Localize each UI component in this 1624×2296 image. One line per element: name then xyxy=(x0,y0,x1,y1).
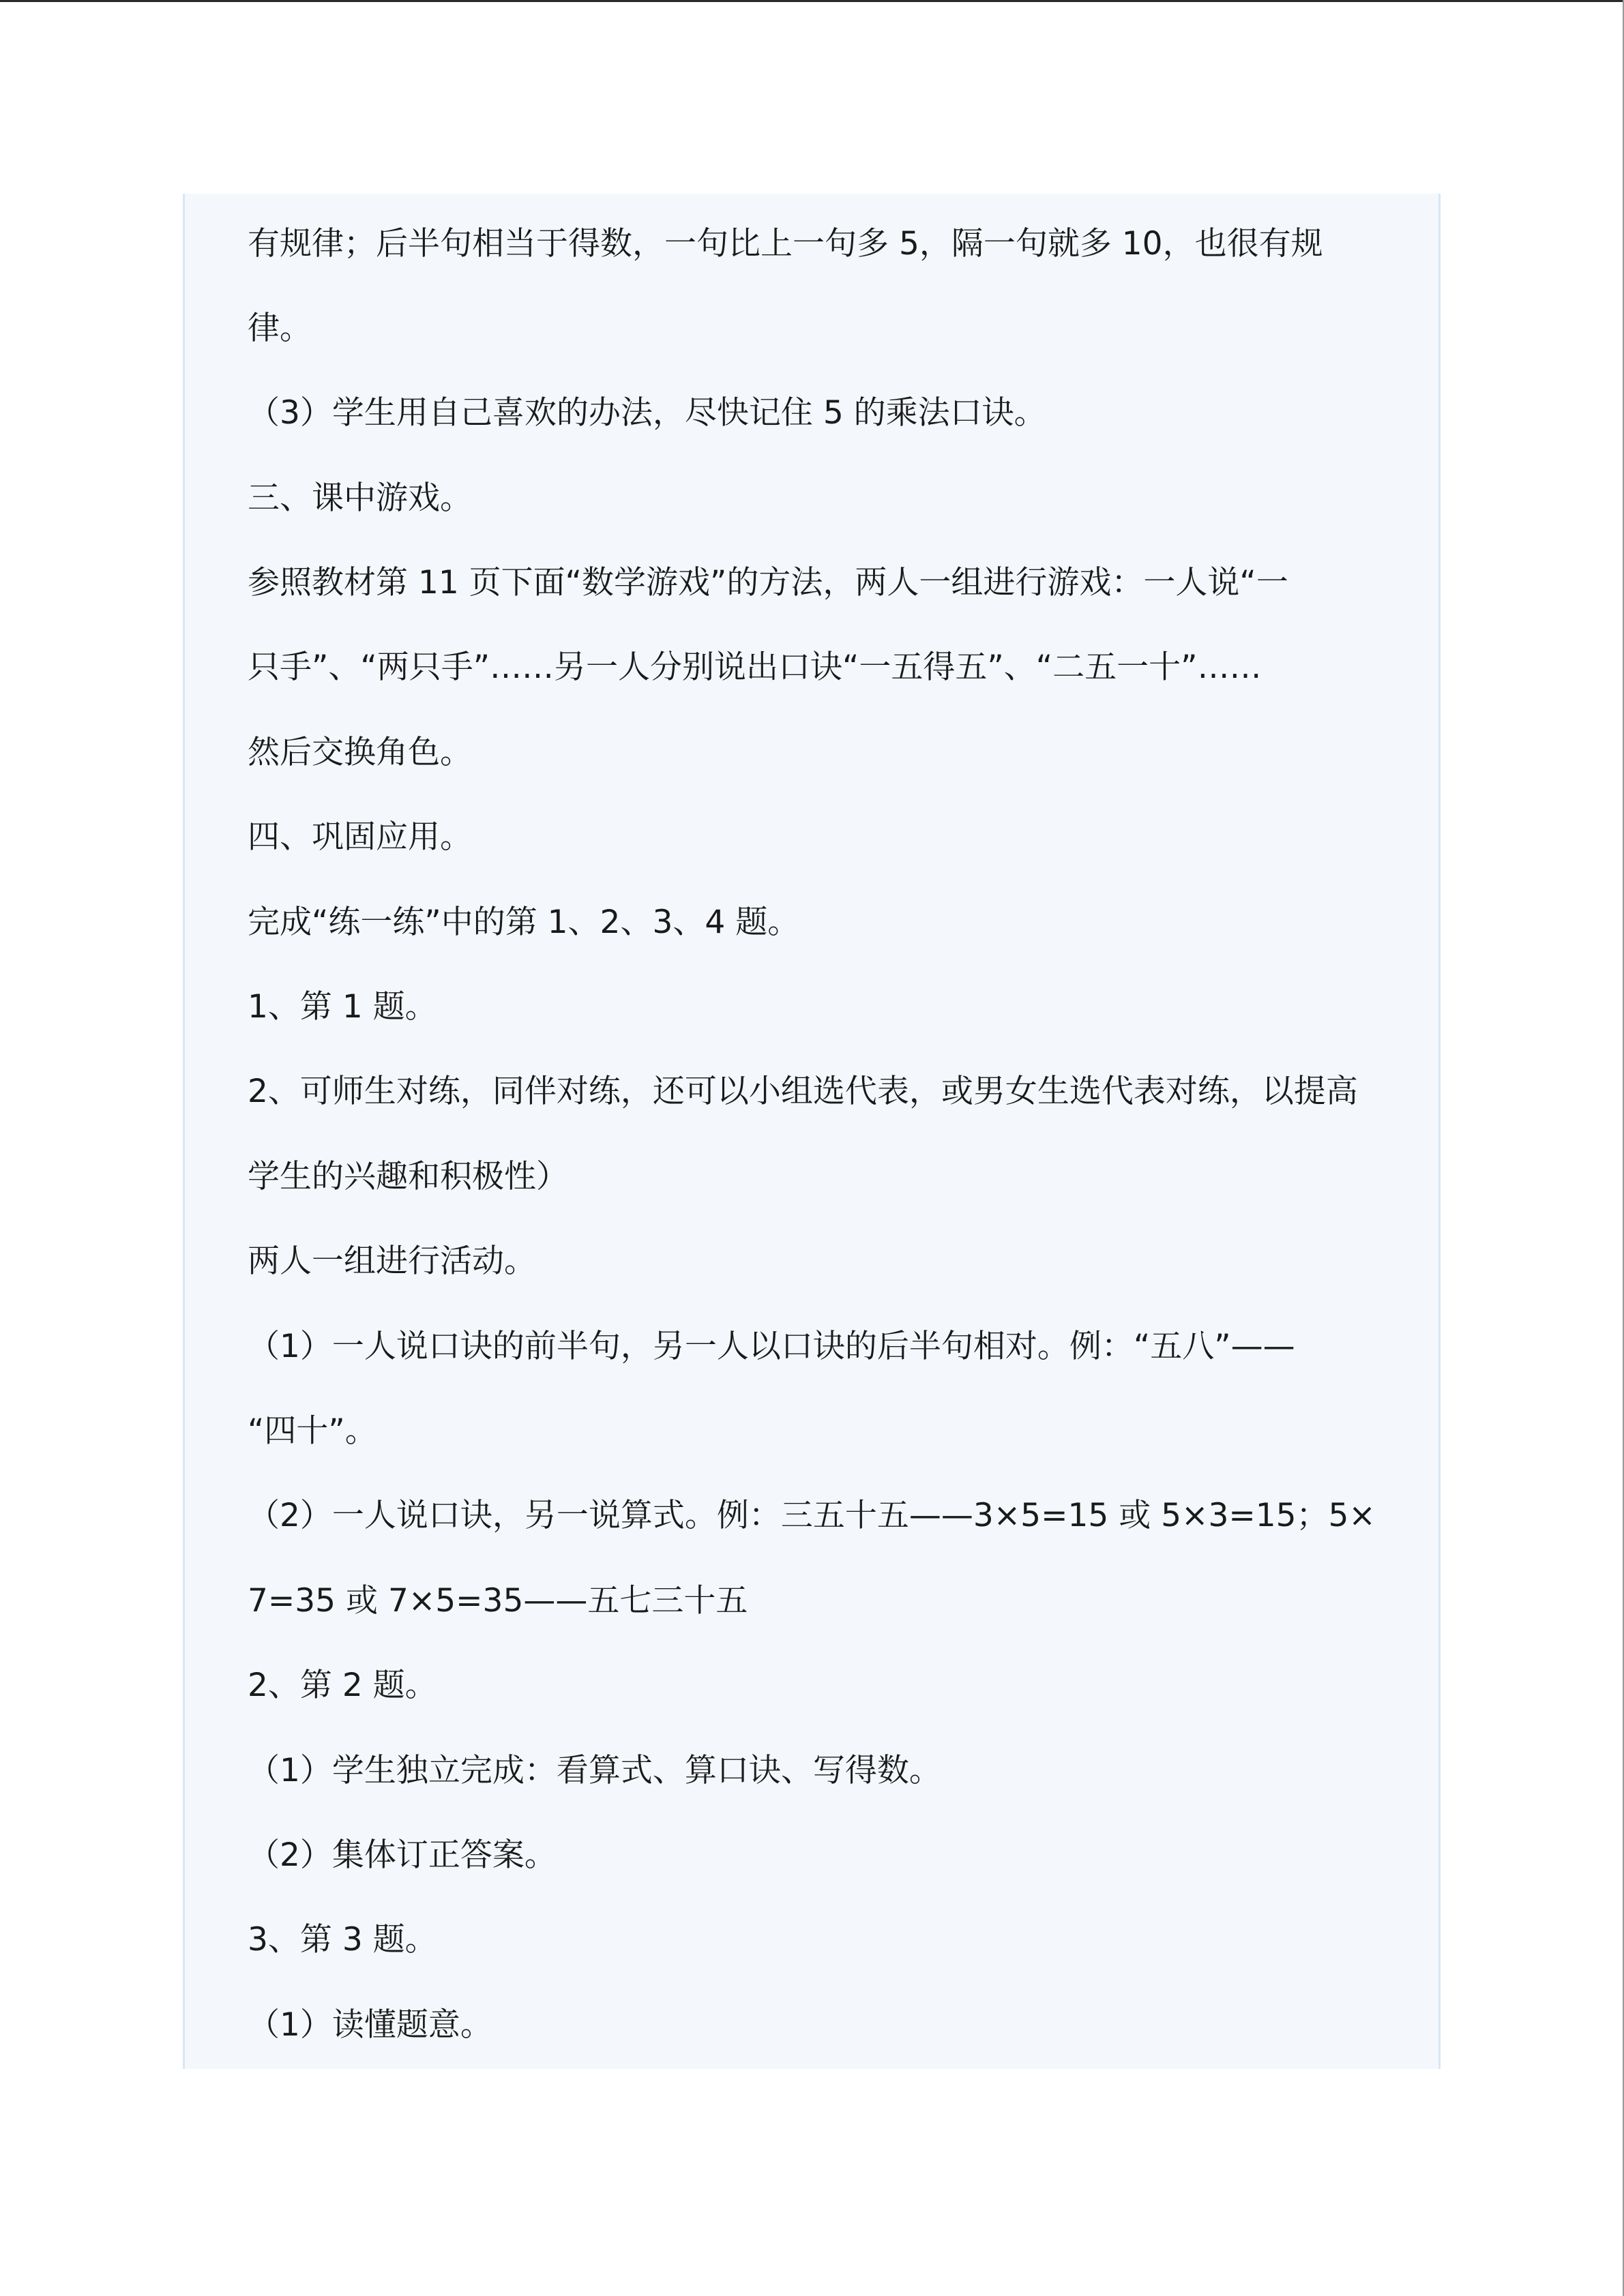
text-line: 然后交换角色。 xyxy=(248,734,472,771)
text-line: 3、第 3 题。 xyxy=(248,1921,437,1958)
text-line: 1、第 1 题。 xyxy=(248,988,437,1026)
text-line: 2、第 2 题。 xyxy=(248,1667,437,1704)
section-heading: 三、课中游戏。 xyxy=(248,479,472,517)
text-line: （1）读懂题意。 xyxy=(248,2006,492,2044)
text-line: “四十”。 xyxy=(248,1412,377,1450)
text-line: 学生的兴趣和积极性） xyxy=(248,1158,568,1195)
document-text-panel xyxy=(183,194,1441,2069)
text-line: （1）一人说口诀的前半句，另一人以口诀的后半句相对。例：“五八”—— xyxy=(248,1328,1295,1365)
text-line: 律。 xyxy=(248,310,312,347)
text-line: 2、可师生对练，同伴对练，还可以小组选代表，或男女生选代表对练，以提高 xyxy=(248,1073,1358,1110)
text-line: （2）集体订正答案。 xyxy=(248,1836,557,1874)
page-top-border xyxy=(0,0,1624,2)
text-line: （3）学生用自己喜欢的办法，尽快记住 5 的乘法口诀。 xyxy=(248,394,1046,432)
section-heading: 四、巩固应用。 xyxy=(248,818,472,856)
text-line: （1）学生独立完成：看算式、算口诀、写得数。 xyxy=(248,1752,941,1789)
text-line: 7=35 或 7×5=35——五七三十五 xyxy=(248,1582,748,1620)
text-line: 完成“练一练”中的第 1、2、3、4 题。 xyxy=(248,904,800,941)
text-line: 只手”、“两只手”……另一人分别说出口诀“一五得五”、“二五一十”…… xyxy=(248,648,1262,686)
text-line: 有规律；后半句相当于得数，一句比上一句多 5，隔一句就多 10，也很有规 xyxy=(248,225,1323,263)
text-line: 参照教材第 11 页下面“数学游戏”的方法，两人一组进行游戏：一人说“一 xyxy=(248,564,1288,601)
text-line: （2）一人说口诀，另一说算式。例：三五十五——3×5=15 或 5×3=15；5× xyxy=(248,1497,1376,1534)
text-line: 两人一组进行活动。 xyxy=(248,1242,536,1280)
